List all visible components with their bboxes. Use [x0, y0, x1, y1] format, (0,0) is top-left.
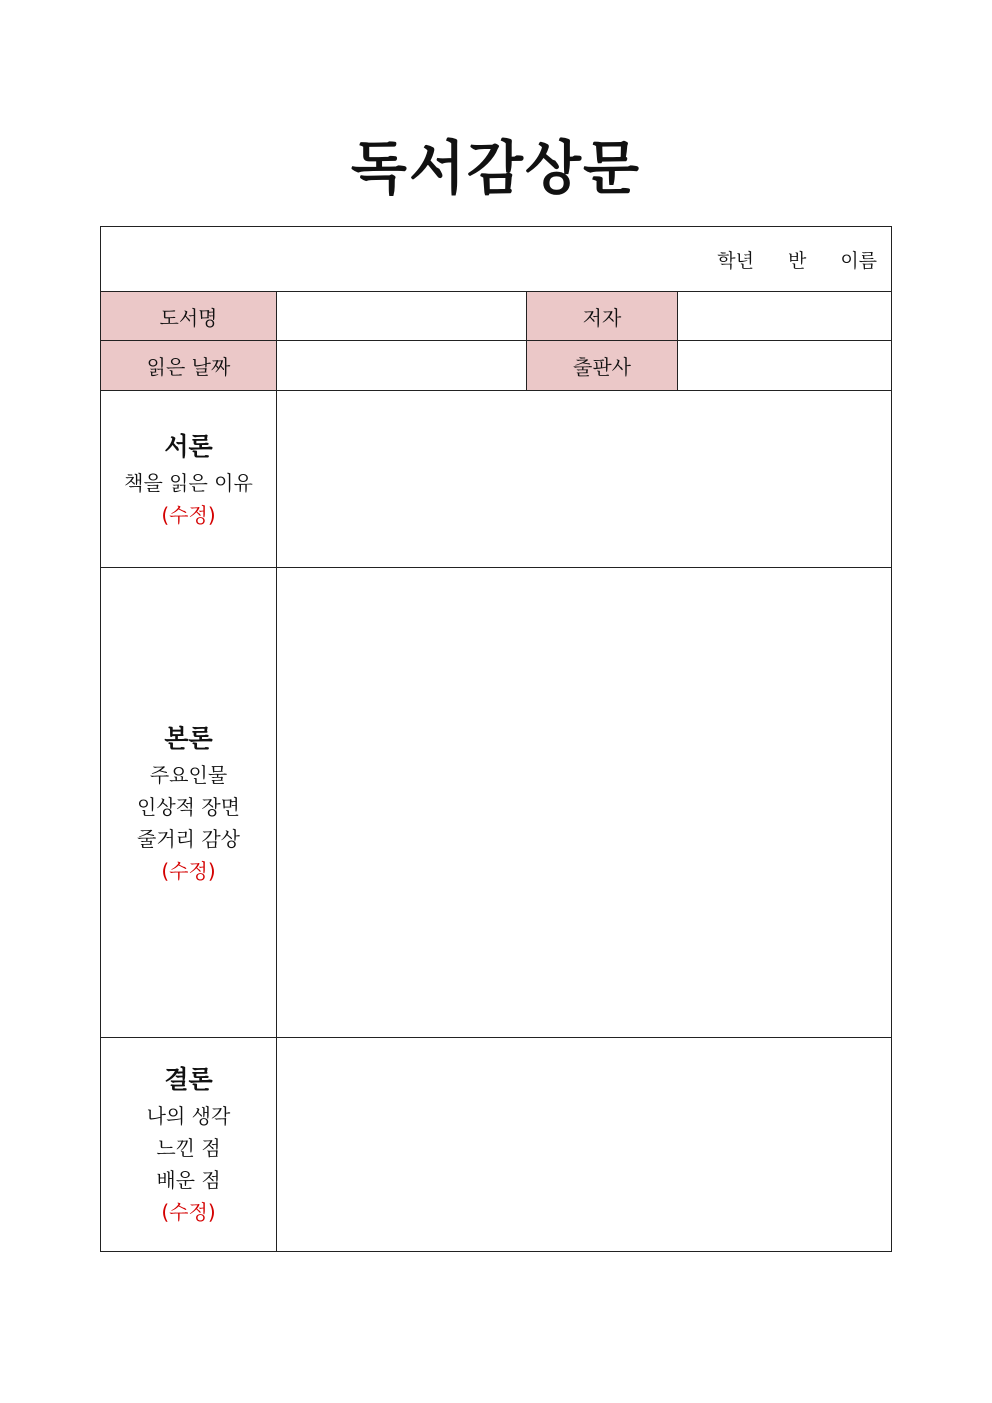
class-label: 반 [787, 249, 807, 272]
student-info-cell[interactable] [101, 227, 892, 292]
body-row [101, 568, 892, 1037]
intro-row [101, 391, 892, 568]
intro-edit-note: (수정) [161, 503, 216, 528]
body-line: 주요인물 [149, 762, 228, 787]
conclusion-heading: 결론 [164, 1065, 213, 1095]
grade-label: 학년 [717, 249, 754, 272]
publisher-label: 출판사 [527, 341, 678, 391]
book-info-row-1 [101, 292, 892, 341]
read-date-field[interactable] [277, 341, 527, 391]
conclusion-edit-note: (수정) [161, 1200, 216, 1225]
body-line: 인상적 장면 [137, 794, 240, 819]
book-title-field[interactable] [277, 292, 527, 341]
body-edit-note: (수정) [161, 858, 216, 883]
name-label: 이름 [840, 249, 878, 272]
book-info-row-2 [101, 341, 892, 391]
body-line: 줄거리 감상 [137, 826, 240, 851]
conclusion-line: 나의 생각 [146, 1104, 231, 1129]
conclusion-row [101, 1037, 892, 1251]
read-date-label: 읽은 날짜 [101, 341, 277, 391]
student-info-row [101, 227, 892, 292]
body-heading: 본론 [164, 723, 213, 753]
conclusion-line: 느낀 점 [156, 1136, 221, 1161]
book-title-label: 도서명 [101, 292, 277, 341]
author-label: 저자 [527, 292, 678, 341]
intro-writing-area[interactable] [277, 391, 892, 568]
intro-line: 책을 읽은 이유 [124, 471, 253, 496]
publisher-field[interactable] [678, 341, 892, 391]
report-form [100, 226, 892, 1252]
conclusion-writing-area[interactable] [277, 1037, 892, 1251]
intro-label-cell [101, 391, 277, 568]
intro-heading: 서론 [164, 432, 213, 462]
conclusion-label-cell [101, 1037, 277, 1251]
conclusion-line: 배운 점 [156, 1168, 221, 1193]
page-title: 독서감상문 [350, 134, 642, 202]
body-label-cell [101, 568, 277, 1037]
body-writing-area[interactable] [277, 568, 892, 1037]
author-field[interactable] [678, 292, 892, 341]
